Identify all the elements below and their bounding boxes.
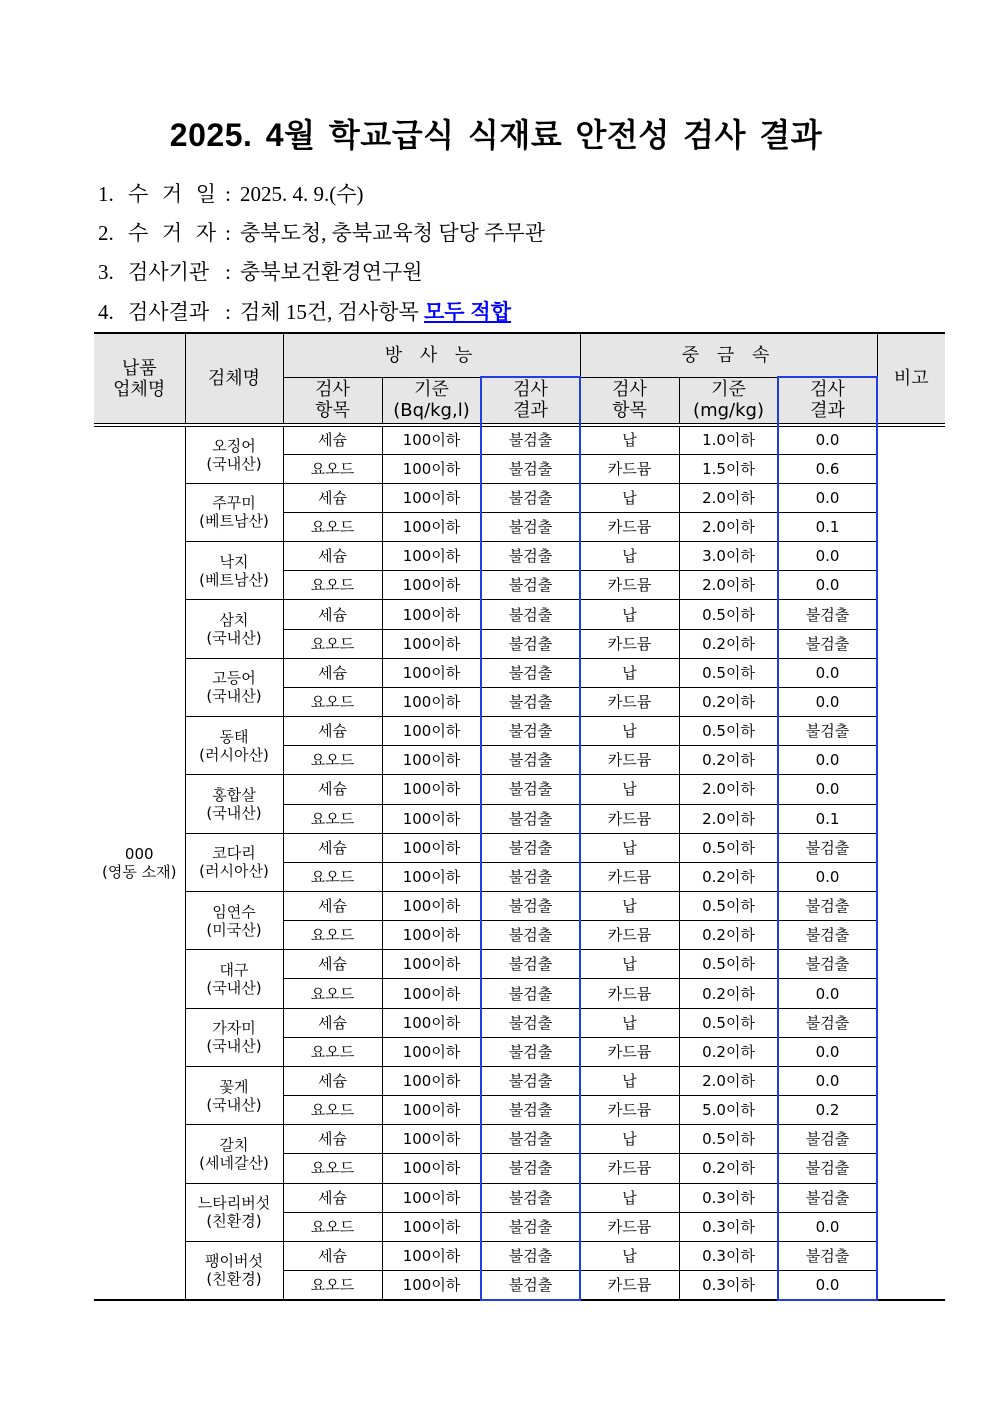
metal-result-cell: 불검출 xyxy=(778,921,877,950)
sample-origin: (국내산) xyxy=(206,629,262,648)
info-separator: : xyxy=(225,182,231,206)
metal-standard-cell: 2.0이하 xyxy=(679,804,778,833)
rad-item-cell: 세슘 xyxy=(283,1125,382,1154)
rad-item-cell: 세슘 xyxy=(283,1241,382,1270)
rad-result-cell: 불검출 xyxy=(481,629,580,658)
metal-item-cell: 납 xyxy=(580,833,679,862)
table-row xyxy=(94,950,945,979)
metal-item-cell: 납 xyxy=(580,892,679,921)
sample-name: 갈치 xyxy=(219,1135,249,1154)
metal-item-cell: 납 xyxy=(580,775,679,804)
rad-item-cell: 요오드 xyxy=(283,979,382,1008)
info-label: 검사결과 xyxy=(128,300,210,324)
rad-item-cell: 요오드 xyxy=(283,1154,382,1183)
info-label: 수 거 일 xyxy=(128,182,216,206)
sample-cell xyxy=(185,1066,283,1124)
sample-origin: (국내산) xyxy=(206,1095,262,1114)
metal-result-cell: 0.0 xyxy=(778,425,877,454)
metal-item-cell: 카드뮴 xyxy=(580,571,679,600)
metal-standard-cell: 0.2이하 xyxy=(679,1154,778,1183)
rad-item-cell: 요오드 xyxy=(283,1271,382,1300)
metal-standard-cell: 0.5이하 xyxy=(679,892,778,921)
rad-standard-cell: 100이하 xyxy=(382,804,481,833)
rad-item-cell: 요오드 xyxy=(283,1037,382,1066)
info-line-collector xyxy=(98,213,545,253)
sample-name: 낙지 xyxy=(219,552,249,571)
metal-result-cell: 0.2 xyxy=(778,1096,877,1125)
table-body xyxy=(94,425,945,1300)
header-rad-result: 검사 결과 xyxy=(481,377,580,425)
table-row xyxy=(94,1008,945,1037)
inspection-table-container xyxy=(94,332,945,1301)
rad-item-cell: 요오드 xyxy=(283,804,382,833)
rad-result-cell: 불검출 xyxy=(481,833,580,862)
sample-origin: (국내산) xyxy=(206,804,262,823)
rad-standard-cell: 100이하 xyxy=(382,1008,481,1037)
rad-standard-cell: 100이하 xyxy=(382,921,481,950)
metal-item-cell: 카드뮴 xyxy=(580,862,679,891)
rad-item-cell: 요오드 xyxy=(283,687,382,716)
metal-item-cell: 납 xyxy=(580,1066,679,1095)
sample-name: 고등어 xyxy=(212,669,256,688)
metal-result-cell: 0.0 xyxy=(778,979,877,1008)
metal-result-cell: 0.0 xyxy=(778,687,877,716)
metal-standard-cell: 0.5이하 xyxy=(679,600,778,629)
rad-standard-cell: 100이하 xyxy=(382,658,481,687)
metal-standard-cell: 2.0이하 xyxy=(679,512,778,541)
rad-standard-cell: 100이하 xyxy=(382,600,481,629)
metal-result-cell: 0.0 xyxy=(778,571,877,600)
sample-origin: (베트남산) xyxy=(199,512,269,531)
rad-result-cell: 불검출 xyxy=(481,658,580,687)
result-highlight: 모두 적합 xyxy=(424,301,511,324)
rad-standard-cell: 100이하 xyxy=(382,950,481,979)
metal-item-cell: 납 xyxy=(580,1241,679,1270)
metal-result-cell: 0.0 xyxy=(778,1037,877,1066)
info-value: 충북보건환경연구원 xyxy=(240,260,423,284)
rad-item-cell: 세슘 xyxy=(283,425,382,454)
table-row xyxy=(94,600,945,629)
header-metal-result: 검사 결과 xyxy=(778,377,877,425)
rad-standard-cell: 100이하 xyxy=(382,1212,481,1241)
rad-result-cell: 불검출 xyxy=(481,425,580,454)
sample-cell xyxy=(185,600,283,658)
rad-standard-cell: 100이하 xyxy=(382,1096,481,1125)
metal-item-cell: 카드뮴 xyxy=(580,454,679,483)
sample-cell xyxy=(185,1008,283,1066)
metal-item-cell: 납 xyxy=(580,483,679,512)
info-number: 4. xyxy=(98,300,114,324)
metal-result-cell: 0.1 xyxy=(778,804,877,833)
rad-standard-cell: 100이하 xyxy=(382,571,481,600)
rad-standard-cell: 100이하 xyxy=(382,862,481,891)
rad-result-cell: 불검출 xyxy=(481,1154,580,1183)
rad-standard-cell: 100이하 xyxy=(382,1183,481,1212)
rad-item-cell: 세슘 xyxy=(283,600,382,629)
rad-item-cell: 세슘 xyxy=(283,892,382,921)
sample-cell xyxy=(185,1183,283,1241)
sample-origin: (베트남산) xyxy=(199,570,269,589)
metal-item-cell: 납 xyxy=(580,658,679,687)
sample-cell xyxy=(185,892,283,950)
info-value: 2025. 4. 9.(수) xyxy=(240,182,364,206)
info-number: 1. xyxy=(98,182,114,206)
info-number: 2. xyxy=(98,221,114,245)
metal-standard-cell: 0.5이하 xyxy=(679,833,778,862)
metal-result-cell: 0.0 xyxy=(778,1212,877,1241)
sample-cell xyxy=(185,542,283,600)
table-header xyxy=(94,333,945,425)
sample-cell xyxy=(185,833,283,891)
metal-standard-cell: 2.0이하 xyxy=(679,483,778,512)
metal-standard-cell: 1.5이하 xyxy=(679,454,778,483)
metal-standard-cell: 3.0이하 xyxy=(679,542,778,571)
rad-item-cell: 요오드 xyxy=(283,746,382,775)
metal-standard-cell: 0.2이하 xyxy=(679,921,778,950)
metal-item-cell: 카드뮴 xyxy=(580,921,679,950)
rad-item-cell: 세슘 xyxy=(283,833,382,862)
page-title: 2025. 4월 학교급식 식재료 안전성 검사 결과 xyxy=(169,117,823,153)
sample-origin: (미국산) xyxy=(206,920,262,939)
sample-name: 주꾸미 xyxy=(212,494,256,513)
metal-result-cell: 불검출 xyxy=(778,892,877,921)
sample-name: 코다리 xyxy=(212,844,256,863)
metal-standard-cell: 0.2이하 xyxy=(679,862,778,891)
rad-result-cell: 불검출 xyxy=(481,1008,580,1037)
metal-standard-cell: 0.3이하 xyxy=(679,1212,778,1241)
metal-result-cell: 불검출 xyxy=(778,1008,877,1037)
metal-item-cell: 납 xyxy=(580,717,679,746)
table-row xyxy=(94,892,945,921)
metal-item-cell: 납 xyxy=(580,1008,679,1037)
metal-standard-cell: 0.2이하 xyxy=(679,687,778,716)
metal-result-cell: 불검출 xyxy=(778,833,877,862)
rad-item-cell: 요오드 xyxy=(283,862,382,891)
table-row xyxy=(94,1125,945,1154)
info-line-institution xyxy=(98,252,423,292)
rad-standard-cell: 100이하 xyxy=(382,483,481,512)
rad-result-cell: 불검출 xyxy=(481,1037,580,1066)
metal-standard-cell: 5.0이하 xyxy=(679,1096,778,1125)
sample-cell xyxy=(185,1241,283,1299)
metal-item-cell: 카드뮴 xyxy=(580,629,679,658)
metal-standard-cell: 0.3이하 xyxy=(679,1183,778,1212)
metal-result-cell: 불검출 xyxy=(778,1125,877,1154)
rad-result-cell: 불검출 xyxy=(481,512,580,541)
header-rad-standard: 기준 (Bq/kg,l) xyxy=(382,377,481,425)
table-row xyxy=(94,1066,945,1095)
header-heavy-metal: 중 금 속 xyxy=(580,333,877,377)
metal-item-cell: 카드뮴 xyxy=(580,687,679,716)
metal-item-cell: 카드뮴 xyxy=(580,1154,679,1183)
metal-standard-cell: 1.0이하 xyxy=(679,425,778,454)
rad-standard-cell: 100이하 xyxy=(382,717,481,746)
rad-standard-cell: 100이하 xyxy=(382,1241,481,1270)
rad-standard-cell: 100이하 xyxy=(382,454,481,483)
sample-origin: (국내산) xyxy=(206,1037,262,1056)
rad-standard-cell: 100이하 xyxy=(382,979,481,1008)
table-row xyxy=(94,542,945,571)
metal-standard-cell: 0.2이하 xyxy=(679,746,778,775)
rad-item-cell: 세슘 xyxy=(283,658,382,687)
metal-item-cell: 납 xyxy=(580,600,679,629)
sample-name: 임연수 xyxy=(212,902,256,921)
sample-origin: (러시아산) xyxy=(199,862,269,881)
metal-standard-cell: 0.2이하 xyxy=(679,629,778,658)
sample-cell xyxy=(185,658,283,716)
rad-item-cell: 요오드 xyxy=(283,629,382,658)
metal-result-cell: 0.0 xyxy=(778,1271,877,1300)
rad-standard-cell: 100이하 xyxy=(382,512,481,541)
metal-result-cell: 불검출 xyxy=(778,1241,877,1270)
info-label: 검사기관 xyxy=(128,260,210,284)
metal-standard-cell: 0.3이하 xyxy=(679,1241,778,1270)
metal-item-cell: 납 xyxy=(580,425,679,454)
header-sample-name: 검체명 xyxy=(185,333,283,425)
header-rad-item: 검사 항목 xyxy=(283,377,382,425)
rad-item-cell: 세슘 xyxy=(283,1008,382,1037)
info-line-collection-date xyxy=(98,174,364,214)
sample-name: 삼치 xyxy=(219,611,249,630)
rad-item-cell: 세슘 xyxy=(283,1183,382,1212)
sample-origin: (국내산) xyxy=(206,978,262,997)
metal-standard-cell: 0.5이하 xyxy=(679,658,778,687)
rad-standard-cell: 100이하 xyxy=(382,892,481,921)
metal-result-cell: 0.0 xyxy=(778,775,877,804)
info-line-result xyxy=(98,292,511,332)
rad-result-cell: 불검출 xyxy=(481,454,580,483)
rad-item-cell: 요오드 xyxy=(283,921,382,950)
header-supplier: 납품 업체명 xyxy=(94,333,185,425)
info-separator: : xyxy=(225,260,231,284)
metal-result-cell: 0.6 xyxy=(778,454,877,483)
metal-item-cell: 카드뮴 xyxy=(580,1212,679,1241)
rad-standard-cell: 100이하 xyxy=(382,1037,481,1066)
metal-result-cell: 0.0 xyxy=(778,658,877,687)
rad-item-cell: 요오드 xyxy=(283,1212,382,1241)
rad-item-cell: 세슘 xyxy=(283,717,382,746)
metal-result-cell: 불검출 xyxy=(778,717,877,746)
metal-result-cell: 0.0 xyxy=(778,746,877,775)
remarks-cell xyxy=(877,425,945,1300)
sample-name: 동태 xyxy=(219,727,249,746)
rad-result-cell: 불검출 xyxy=(481,542,580,571)
sample-name: 가자미 xyxy=(212,1019,256,1038)
table-row xyxy=(94,1241,945,1270)
metal-result-cell: 불검출 xyxy=(778,1183,877,1212)
metal-item-cell: 카드뮴 xyxy=(580,804,679,833)
sample-cell xyxy=(185,425,283,483)
table-row xyxy=(94,717,945,746)
rad-result-cell: 불검출 xyxy=(481,1183,580,1212)
sample-origin: (국내산) xyxy=(206,454,262,473)
rad-result-cell: 불검출 xyxy=(481,483,580,512)
rad-standard-cell: 100이하 xyxy=(382,833,481,862)
metal-item-cell: 카드뮴 xyxy=(580,1271,679,1300)
metal-standard-cell: 2.0이하 xyxy=(679,1066,778,1095)
sample-cell xyxy=(185,950,283,1008)
table-row xyxy=(94,658,945,687)
rad-result-cell: 불검출 xyxy=(481,1125,580,1154)
metal-result-cell: 0.0 xyxy=(778,1066,877,1095)
rad-result-cell: 불검출 xyxy=(481,1096,580,1125)
rad-item-cell: 요오드 xyxy=(283,512,382,541)
sample-cell xyxy=(185,483,283,541)
table-row xyxy=(94,833,945,862)
supplier-cell: 000 (영동 소재) xyxy=(94,425,185,1300)
rad-standard-cell: 100이하 xyxy=(382,425,481,454)
info-label: 수 거 자 xyxy=(128,221,216,245)
table-row xyxy=(94,1183,945,1212)
header-row-1 xyxy=(94,333,945,377)
table-row xyxy=(94,425,945,454)
sample-origin: (세네갈산) xyxy=(199,1153,269,1172)
rad-result-cell: 불검출 xyxy=(481,1212,580,1241)
metal-item-cell: 카드뮴 xyxy=(580,979,679,1008)
rad-item-cell: 세슘 xyxy=(283,483,382,512)
rad-standard-cell: 100이하 xyxy=(382,629,481,658)
rad-result-cell: 불검출 xyxy=(481,921,580,950)
rad-item-cell: 요오드 xyxy=(283,454,382,483)
rad-item-cell: 세슘 xyxy=(283,950,382,979)
rad-item-cell: 세슘 xyxy=(283,1066,382,1095)
table-row xyxy=(94,775,945,804)
metal-standard-cell: 0.5이하 xyxy=(679,1125,778,1154)
metal-item-cell: 납 xyxy=(580,950,679,979)
sample-origin: (친환경) xyxy=(206,1212,262,1231)
sample-name: 홍합살 xyxy=(212,786,256,805)
rad-standard-cell: 100이하 xyxy=(382,746,481,775)
metal-standard-cell: 2.0이하 xyxy=(679,775,778,804)
rad-result-cell: 불검출 xyxy=(481,1066,580,1095)
header-radiation: 방 사 능 xyxy=(283,333,580,377)
rad-standard-cell: 100이하 xyxy=(382,1125,481,1154)
metal-standard-cell: 0.2이하 xyxy=(679,1037,778,1066)
rad-result-cell: 불검출 xyxy=(481,892,580,921)
metal-item-cell: 납 xyxy=(580,1183,679,1212)
sample-name: 꽃게 xyxy=(219,1077,249,1096)
info-value: 검체 15건, 검사항목 xyxy=(240,300,419,324)
sample-name: 팽이버섯 xyxy=(205,1252,263,1271)
inspection-table xyxy=(94,332,945,1301)
sample-cell xyxy=(185,775,283,833)
rad-item-cell: 세슘 xyxy=(283,542,382,571)
metal-standard-cell: 0.2이하 xyxy=(679,979,778,1008)
rad-result-cell: 불검출 xyxy=(481,717,580,746)
rad-standard-cell: 100이하 xyxy=(382,1066,481,1095)
info-separator: : xyxy=(225,221,231,245)
rad-result-cell: 불검출 xyxy=(481,804,580,833)
metal-result-cell: 0.0 xyxy=(778,862,877,891)
metal-item-cell: 카드뮴 xyxy=(580,512,679,541)
rad-standard-cell: 100이하 xyxy=(382,1271,481,1300)
sample-cell xyxy=(185,1125,283,1183)
rad-result-cell: 불검출 xyxy=(481,687,580,716)
sample-origin: (러시아산) xyxy=(199,745,269,764)
metal-result-cell: 0.1 xyxy=(778,512,877,541)
rad-result-cell: 불검출 xyxy=(481,775,580,804)
header-metal-item: 검사 항목 xyxy=(580,377,679,425)
rad-standard-cell: 100이하 xyxy=(382,1154,481,1183)
rad-standard-cell: 100이하 xyxy=(382,542,481,571)
metal-item-cell: 카드뮴 xyxy=(580,1037,679,1066)
metal-result-cell: 불검출 xyxy=(778,1154,877,1183)
rad-result-cell: 불검출 xyxy=(481,746,580,775)
rad-standard-cell: 100이하 xyxy=(382,775,481,804)
sample-origin: (친환경) xyxy=(206,1270,262,1289)
metal-standard-cell: 0.3이하 xyxy=(679,1271,778,1300)
metal-standard-cell: 0.5이하 xyxy=(679,717,778,746)
info-value: 충북도청, 충북교육청 담당 주무관 xyxy=(240,221,546,245)
rad-result-cell: 불검출 xyxy=(481,979,580,1008)
rad-result-cell: 불검출 xyxy=(481,600,580,629)
rad-result-cell: 불검출 xyxy=(481,571,580,600)
rad-item-cell: 요오드 xyxy=(283,1096,382,1125)
rad-result-cell: 불검출 xyxy=(481,1241,580,1270)
header-metal-standard: 기준 (mg/kg) xyxy=(679,377,778,425)
table-row xyxy=(94,483,945,512)
header-remarks: 비고 xyxy=(877,333,945,425)
metal-item-cell: 납 xyxy=(580,542,679,571)
rad-result-cell: 불검출 xyxy=(481,862,580,891)
rad-result-cell: 불검출 xyxy=(481,950,580,979)
sample-origin: (국내산) xyxy=(206,687,262,706)
metal-result-cell: 0.0 xyxy=(778,483,877,512)
rad-standard-cell: 100이하 xyxy=(382,687,481,716)
sample-name: 오징어 xyxy=(212,436,256,455)
metal-standard-cell: 0.5이하 xyxy=(679,950,778,979)
sample-name: 대구 xyxy=(219,960,249,979)
rad-result-cell: 불검출 xyxy=(481,1271,580,1300)
sample-cell xyxy=(185,717,283,775)
info-number: 3. xyxy=(98,260,114,284)
metal-standard-cell: 0.5이하 xyxy=(679,1008,778,1037)
metal-result-cell: 불검출 xyxy=(778,600,877,629)
metal-result-cell: 불검출 xyxy=(778,950,877,979)
rad-item-cell: 요오드 xyxy=(283,571,382,600)
info-separator: : xyxy=(225,300,231,324)
metal-result-cell: 불검출 xyxy=(778,629,877,658)
sample-name: 느타리버섯 xyxy=(197,1194,271,1213)
rad-item-cell: 세슘 xyxy=(283,775,382,804)
metal-item-cell: 납 xyxy=(580,1125,679,1154)
metal-result-cell: 0.0 xyxy=(778,542,877,571)
metal-item-cell: 카드뮴 xyxy=(580,746,679,775)
metal-item-cell: 카드뮴 xyxy=(580,1096,679,1125)
metal-standard-cell: 2.0이하 xyxy=(679,571,778,600)
